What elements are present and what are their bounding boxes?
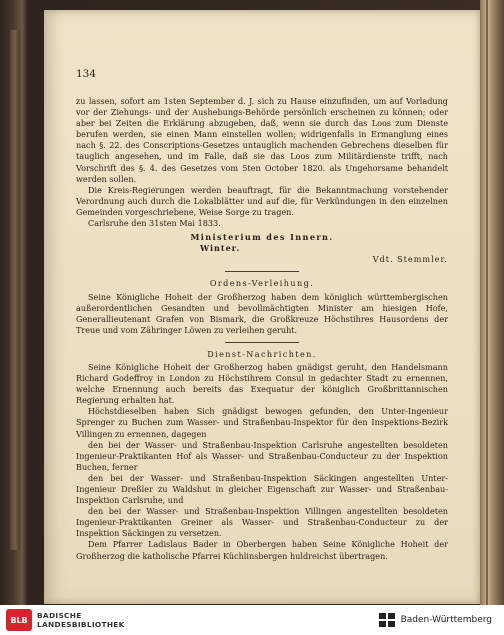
blb-logo-icon: BLB	[6, 609, 32, 631]
paragraph: Höchstdieselben haben Sich gnädigst bewogen gefunden, den Unter-Ingenieur Sprenger zu Buchen zum Wasser- und Straßenbau-Inspektor für den Inspektions-Bezirk Villingen zu ernennen, dagegen	[76, 406, 448, 439]
section-title-orders: Ordens-Verleihung.	[209, 278, 315, 289]
paragraph: Die Kreis-Regierungen werden beauftragt, für die Bekanntmachung vorstehender Verordnung auch durch die Lokalblätter und auf die, für Verkündungen in den einzelnen Gemeinden vorgeschriebene, Weise Sorge zu tragen.	[76, 184, 448, 217]
blb-branding[interactable]	[6, 609, 125, 631]
ministry-title: Ministerium des Innern.	[190, 232, 334, 243]
section-text-orders: Seine Königliche Hoheit der Großherzog haben dem königlich württembergischen außerordentlichen Gesandten und bevollmächtigten Minister am hiesigen Hofe, Generallieutenant Grafen von Bismark, die Großkreuze Höchstihres Hausordens der Treue und vom Zähringer Löwen zu verleihen geruht.	[76, 291, 448, 335]
paragraph: Seine Königliche Hoheit der Großherzog haben gnädigst geruht, den Handelsmann Richard Godeffroy in London zu Höchstihrem Consul in gedachter Stadt zu ernennen, welche Ernennung auch bereits das Exequatur der königlich Großbrittannischen Regierung erhalten hat.	[76, 361, 448, 406]
counter-sign: Vdt. Stemmler.	[372, 254, 448, 265]
paragraph: den bei der Wasser- und Straßenbau-Inspektion Villingen angestellten besoldeten Ingenieur-Praktikanten Greiner als Wasser- und Straßenbau-Conducteur zu der Inspektion Säckingen zu versetzen.	[76, 506, 448, 539]
divider	[225, 271, 299, 272]
book-spine	[10, 30, 20, 550]
blb-name: BADISCHE LANDESBIBLIOTHEK	[37, 611, 125, 629]
paragraph: den bei der Wasser- und Straßenbau-Inspektion Säckingen angestellten Unter-Ingenieur Dreßler zu Waldshut in gleicher Eigenschaft zur Wasser- und Straßenbau-Inspektion Carlsruhe, und	[76, 472, 448, 506]
bw-branding[interactable]	[378, 612, 492, 628]
divider	[225, 342, 299, 343]
page-edge	[480, 0, 504, 605]
page-number: 134	[76, 68, 97, 80]
lions-crest-icon	[378, 612, 396, 628]
minister-name: Winter.	[200, 243, 241, 254]
paragraph: zu lassen, sofort am 1sten September d. J. sich zu Hause einzufinden, um auf Vorladung vor der Ziehungs- und der Aushebungs-Behörde persönlich erscheinen zu können; oder aber bei Zeiten die Erklärung abzugeben, daß, wenn sie durch das Loos zum Dienste berufen werden, sie einen Mann einstellen wollen; widrigenfalls in Ermanglung eines nach §. 22. des Conscriptions-Gesetzes untauglich machenden Gebrechens dieselben für tauglich angesehen, und im Falle, daß sie das Loos zum Militärdienste trifft, nach Vorschrift des §. 4. des Gesetzes vom 5ten October 1820. als Ungehorsame behandelt werden sollen.	[76, 96, 448, 184]
bw-name: Baden-Württemberg	[400, 615, 492, 625]
paragraph: Dem Pfarrer Ladislaus Bader in Oberbergen haben Seine Königliche Hoheit der Großherzog die katholische Pfarrei Küchlinsbergen huldreichst übertragen.	[76, 539, 448, 561]
signature-block	[76, 243, 448, 254]
paragraph: den bei der Wasser- und Straßenbau-Inspektion Carlsruhe angestellten besoldeten Ingenieur-Praktikanten Hof als Wasser- und Straßenbau-Conducteur zu der Inspektion Buchen, ferner	[76, 439, 448, 472]
viewer-footer	[0, 605, 504, 635]
section-title-service: Dienst-Nachrichten.	[207, 348, 317, 359]
date-line: Carlsruhe den 31sten Mai 1833.	[88, 218, 221, 229]
page-content	[76, 96, 448, 562]
